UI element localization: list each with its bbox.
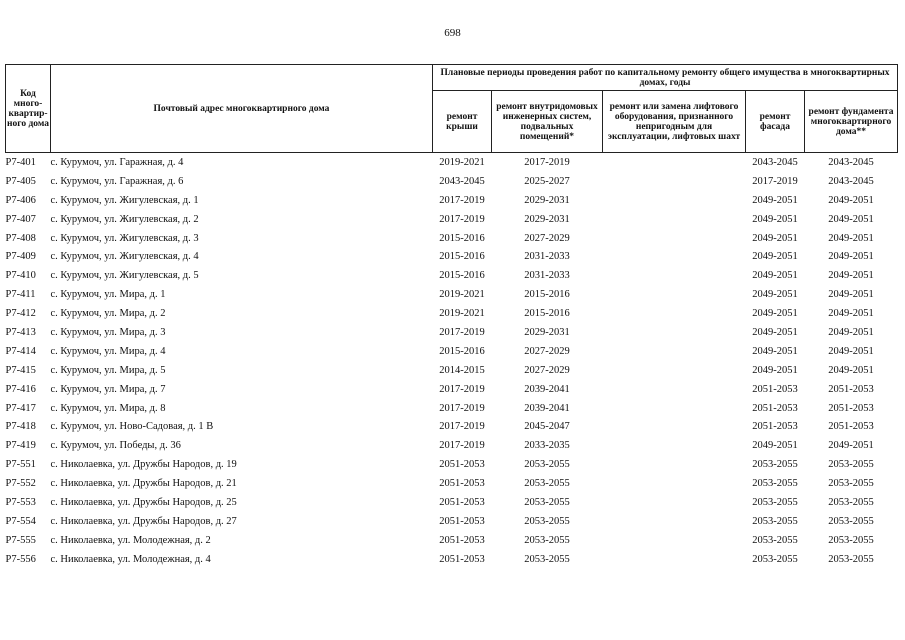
cell-roof: 2051-2053 bbox=[439, 534, 485, 546]
cell-address: с. Курумоч, ул. Жигулевская, д. 2 bbox=[50, 213, 199, 225]
header-address: Почтовый адрес многоквартирного дома bbox=[51, 65, 433, 153]
table-row bbox=[6, 172, 898, 191]
table-row bbox=[6, 361, 898, 380]
cell-elevator bbox=[603, 172, 746, 191]
cell-roof: 2017-2019 bbox=[439, 326, 485, 338]
cell-code: Р7-406 bbox=[5, 194, 36, 206]
cell-address: с. Курумоч, ул. Победы, д. 36 bbox=[50, 440, 181, 452]
cell-roof: 2014-2015 bbox=[439, 364, 485, 376]
table-row bbox=[6, 512, 898, 531]
cell-facade: 2053-2055 bbox=[752, 553, 798, 565]
table-row bbox=[6, 210, 898, 229]
cell-roof: 2015-2016 bbox=[439, 345, 485, 357]
cell-code: Р7-412 bbox=[5, 308, 36, 320]
cell-elevator bbox=[603, 247, 746, 266]
cell-engineering: 2029-2031 bbox=[524, 213, 570, 225]
cell-roof: 2051-2053 bbox=[439, 459, 485, 471]
cell-code: Р7-411 bbox=[5, 289, 36, 301]
cell-foundation: 2051-2053 bbox=[828, 383, 874, 395]
cell-engineering: 2039-2041 bbox=[524, 402, 570, 414]
header-foundation: ремонт фундамента многоквартирного дома** bbox=[805, 91, 898, 153]
cell-roof: 2019-2021 bbox=[439, 156, 485, 168]
cell-elevator bbox=[603, 342, 746, 361]
cell-engineering: 2053-2055 bbox=[524, 534, 570, 546]
cell-foundation: 2049-2051 bbox=[828, 251, 874, 263]
cell-facade: 2049-2051 bbox=[752, 270, 798, 282]
cell-facade: 2049-2051 bbox=[752, 345, 798, 357]
page-number: 698 bbox=[444, 27, 461, 39]
cell-roof: 2015-2016 bbox=[439, 270, 485, 282]
cell-facade: 2049-2051 bbox=[752, 364, 798, 376]
table-row bbox=[6, 247, 898, 266]
cell-elevator bbox=[603, 323, 746, 342]
cell-elevator bbox=[603, 191, 746, 210]
cell-facade: 2053-2055 bbox=[752, 478, 798, 490]
cell-foundation: 2049-2051 bbox=[828, 270, 874, 282]
cell-address: с. Курумоч, ул. Мира, д. 1 bbox=[50, 289, 166, 301]
cell-code: Р7-410 bbox=[5, 270, 36, 282]
cell-elevator bbox=[603, 229, 746, 248]
cell-elevator bbox=[603, 455, 746, 474]
cell-elevator bbox=[603, 474, 746, 493]
cell-elevator bbox=[603, 266, 746, 285]
cell-elevator bbox=[603, 493, 746, 512]
cell-engineering: 2015-2016 bbox=[524, 289, 570, 301]
table-row bbox=[6, 436, 898, 455]
table-row bbox=[6, 455, 898, 474]
cell-address: с. Курумоч, ул. Жигулевская, д. 5 bbox=[50, 270, 199, 282]
table-row bbox=[6, 229, 898, 248]
cell-foundation: 2051-2053 bbox=[828, 402, 874, 414]
cell-foundation: 2051-2053 bbox=[828, 421, 874, 433]
cell-address: с. Курумоч, ул. Мира, д. 5 bbox=[50, 364, 166, 376]
cell-engineering: 2053-2055 bbox=[524, 459, 570, 471]
table-row bbox=[6, 380, 898, 399]
cell-engineering: 2017-2019 bbox=[524, 156, 570, 168]
cell-engineering: 2053-2055 bbox=[524, 553, 570, 565]
cell-engineering: 2029-2031 bbox=[524, 194, 570, 206]
cell-engineering: 2039-2041 bbox=[524, 383, 570, 395]
cell-address: с. Курумоч, ул. Жигулевская, д. 3 bbox=[50, 232, 199, 244]
cell-code: Р7-417 bbox=[5, 402, 36, 414]
cell-code: Р7-405 bbox=[5, 175, 36, 187]
cell-code: Р7-408 bbox=[5, 232, 36, 244]
table-row bbox=[6, 285, 898, 304]
cell-foundation: 2053-2055 bbox=[828, 515, 874, 527]
cell-address: с. Николаевка, ул. Дружбы Народов, д. 21 bbox=[50, 478, 237, 490]
cell-roof: 2017-2019 bbox=[439, 421, 485, 433]
cell-elevator bbox=[603, 399, 746, 418]
cell-facade: 2043-2045 bbox=[752, 156, 798, 168]
cell-facade: 2049-2051 bbox=[752, 440, 798, 452]
cell-roof: 2051-2053 bbox=[439, 478, 485, 490]
cell-facade: 2049-2051 bbox=[752, 213, 798, 225]
table-row bbox=[6, 493, 898, 512]
cell-elevator bbox=[603, 550, 746, 569]
cell-elevator bbox=[603, 380, 746, 399]
cell-foundation: 2053-2055 bbox=[828, 459, 874, 471]
cell-engineering: 2027-2029 bbox=[524, 345, 570, 357]
cell-engineering: 2031-2033 bbox=[524, 270, 570, 282]
cell-foundation: 2043-2045 bbox=[828, 156, 874, 168]
cell-engineering: 2029-2031 bbox=[524, 326, 570, 338]
cell-foundation: 2053-2055 bbox=[828, 553, 874, 565]
capital-repair-table bbox=[5, 64, 898, 569]
cell-facade: 2049-2051 bbox=[752, 326, 798, 338]
cell-facade: 2051-2053 bbox=[752, 402, 798, 414]
table-header bbox=[6, 65, 898, 153]
cell-elevator bbox=[603, 531, 746, 550]
cell-facade: 2049-2051 bbox=[752, 289, 798, 301]
cell-foundation: 2049-2051 bbox=[828, 232, 874, 244]
cell-facade: 2017-2019 bbox=[752, 175, 798, 187]
table-row bbox=[6, 191, 898, 210]
header-elevator: ремонт или замена лифтового оборудования, признанного непригодным для эксплуатации, лифтовых шахт bbox=[603, 91, 746, 153]
cell-roof: 2051-2053 bbox=[439, 553, 485, 565]
cell-address: с. Курумоч, ул. Мира, д. 2 bbox=[50, 308, 166, 320]
cell-elevator bbox=[603, 512, 746, 531]
cell-code: Р7-556 bbox=[5, 553, 36, 565]
cell-roof: 2015-2016 bbox=[439, 232, 485, 244]
cell-foundation: 2049-2051 bbox=[828, 289, 874, 301]
cell-address: с. Курумоч, ул. Гаражная, д. 6 bbox=[50, 175, 184, 187]
table-row bbox=[6, 342, 898, 361]
cell-code: Р7-401 bbox=[5, 156, 36, 168]
cell-engineering: 2033-2035 bbox=[524, 440, 570, 452]
cell-roof: 2051-2053 bbox=[439, 515, 485, 527]
cell-engineering: 2015-2016 bbox=[524, 308, 570, 320]
cell-facade: 2051-2053 bbox=[752, 383, 798, 395]
header-engineering: ремонт внутридомовых инженерных систем, подвальных помещений* bbox=[492, 91, 603, 153]
cell-address: с. Курумоч, ул. Ново-Садовая, д. 1 В bbox=[50, 421, 214, 433]
cell-elevator bbox=[603, 285, 746, 304]
cell-foundation: 2053-2055 bbox=[828, 496, 874, 508]
cell-engineering: 2027-2029 bbox=[524, 364, 570, 376]
cell-engineering: 2053-2055 bbox=[524, 496, 570, 508]
table-body bbox=[6, 153, 898, 569]
cell-address: с. Николаевка, ул. Дружбы Народов, д. 25 bbox=[50, 496, 237, 508]
header-periods-group: Плановые периоды проведения работ по капитальному ремонту общего имущества в многоквартирных домах, годы bbox=[433, 65, 898, 91]
cell-foundation: 2043-2045 bbox=[828, 175, 874, 187]
cell-engineering: 2027-2029 bbox=[524, 232, 570, 244]
cell-address: с. Курумоч, ул. Гаражная, д. 4 bbox=[50, 156, 184, 168]
cell-facade: 2053-2055 bbox=[752, 515, 798, 527]
cell-foundation: 2049-2051 bbox=[828, 213, 874, 225]
cell-roof: 2017-2019 bbox=[439, 194, 485, 206]
cell-engineering: 2053-2055 bbox=[524, 515, 570, 527]
cell-address: с. Курумоч, ул. Мира, д. 3 bbox=[50, 326, 166, 338]
cell-elevator bbox=[603, 304, 746, 323]
header-roof: ремонт крыши bbox=[433, 91, 492, 153]
cell-code: Р7-409 bbox=[5, 251, 36, 263]
cell-address: с. Курумоч, ул. Жигулевская, д. 1 bbox=[50, 194, 199, 206]
cell-code: Р7-552 bbox=[5, 478, 36, 490]
table-row bbox=[6, 474, 898, 493]
table-row bbox=[6, 550, 898, 569]
cell-facade: 2053-2055 bbox=[752, 459, 798, 471]
cell-code: Р7-554 bbox=[5, 515, 36, 527]
cell-facade: 2049-2051 bbox=[752, 251, 798, 263]
cell-roof: 2017-2019 bbox=[439, 213, 485, 225]
cell-elevator bbox=[603, 417, 746, 436]
cell-engineering: 2053-2055 bbox=[524, 478, 570, 490]
cell-elevator bbox=[603, 436, 746, 455]
cell-foundation: 2049-2051 bbox=[828, 308, 874, 320]
cell-engineering: 2045-2047 bbox=[524, 421, 570, 433]
cell-roof: 2017-2019 bbox=[439, 440, 485, 452]
cell-address: с. Николаевка, ул. Дружбы Народов, д. 27 bbox=[50, 515, 237, 527]
cell-foundation: 2049-2051 bbox=[828, 440, 874, 452]
cell-code: Р7-418 bbox=[5, 421, 36, 433]
cell-roof: 2043-2045 bbox=[439, 175, 485, 187]
cell-address: с. Курумоч, ул. Жигулевская, д. 4 bbox=[50, 251, 199, 263]
cell-elevator bbox=[603, 153, 746, 172]
cell-foundation: 2053-2055 bbox=[828, 534, 874, 546]
cell-address: с. Курумоч, ул. Мира, д. 7 bbox=[50, 383, 166, 395]
cell-facade: 2049-2051 bbox=[752, 194, 798, 206]
cell-foundation: 2049-2051 bbox=[828, 364, 874, 376]
cell-facade: 2049-2051 bbox=[752, 308, 798, 320]
cell-facade: 2053-2055 bbox=[752, 496, 798, 508]
cell-code: Р7-413 bbox=[5, 326, 36, 338]
cell-facade: 2051-2053 bbox=[752, 421, 798, 433]
table-row bbox=[6, 531, 898, 550]
cell-address: с. Курумоч, ул. Мира, д. 4 bbox=[50, 345, 166, 357]
cell-foundation: 2049-2051 bbox=[828, 345, 874, 357]
cell-address: с. Николаевка, ул. Молодежная, д. 4 bbox=[50, 553, 211, 565]
cell-code: Р7-551 bbox=[5, 459, 36, 471]
cell-roof: 2019-2021 bbox=[439, 308, 485, 320]
cell-roof: 2017-2019 bbox=[439, 402, 485, 414]
cell-code: Р7-555 bbox=[5, 534, 36, 546]
table-row bbox=[6, 399, 898, 418]
cell-foundation: 2049-2051 bbox=[828, 194, 874, 206]
cell-facade: 2053-2055 bbox=[752, 534, 798, 546]
cell-address: с. Николаевка, ул. Дружбы Народов, д. 19 bbox=[50, 459, 237, 471]
cell-code: Р7-414 bbox=[5, 345, 36, 357]
cell-foundation: 2049-2051 bbox=[828, 326, 874, 338]
cell-roof: 2017-2019 bbox=[439, 383, 485, 395]
table-row bbox=[6, 304, 898, 323]
cell-facade: 2049-2051 bbox=[752, 232, 798, 244]
cell-code: Р7-419 bbox=[5, 440, 36, 452]
cell-code: Р7-553 bbox=[5, 496, 36, 508]
header-code: Код много-квартир-ного дома bbox=[6, 65, 51, 153]
cell-roof: 2019-2021 bbox=[439, 289, 485, 301]
cell-address: с. Курумоч, ул. Мира, д. 8 bbox=[50, 402, 166, 414]
table-row bbox=[6, 417, 898, 436]
cell-foundation: 2053-2055 bbox=[828, 478, 874, 490]
cell-code: Р7-416 bbox=[5, 383, 36, 395]
cell-roof: 2015-2016 bbox=[439, 251, 485, 263]
cell-code: Р7-415 bbox=[5, 364, 36, 376]
table-row bbox=[6, 153, 898, 172]
cell-elevator bbox=[603, 361, 746, 380]
table-row bbox=[6, 266, 898, 285]
cell-engineering: 2025-2027 bbox=[524, 175, 570, 187]
cell-engineering: 2031-2033 bbox=[524, 251, 570, 263]
cell-code: Р7-407 bbox=[5, 213, 36, 225]
cell-address: с. Николаевка, ул. Молодежная, д. 2 bbox=[50, 534, 211, 546]
cell-roof: 2051-2053 bbox=[439, 496, 485, 508]
header-facade: ремонт фасада bbox=[746, 91, 805, 153]
cell-elevator bbox=[603, 210, 746, 229]
table-row bbox=[6, 323, 898, 342]
